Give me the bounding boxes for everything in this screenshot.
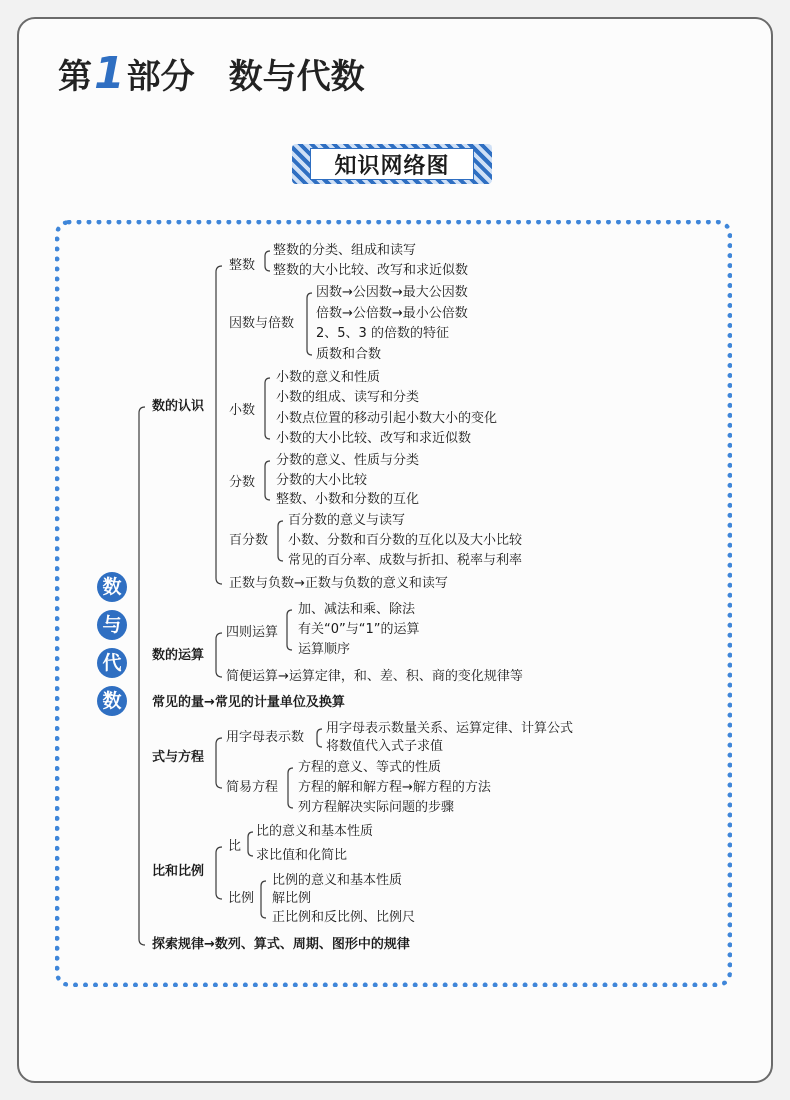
leaf-item: 用字母表示数量关系、运算定律、计算公式 xyxy=(326,721,574,736)
root-char-4: 数 xyxy=(97,686,127,716)
branch-renshi: 数的认识 xyxy=(152,399,205,414)
leaf-item: 小数、分数和百分数的互化以及大小比较 xyxy=(288,533,523,548)
leaf-item: 小数的组成、读写和分类 xyxy=(276,390,420,405)
yinshu-bracket xyxy=(307,293,312,355)
bi-bracket xyxy=(248,832,253,856)
branch-fangcheng: 式与方程 xyxy=(152,750,205,765)
leaf-item: 质数和合数 xyxy=(316,347,382,362)
part-title: 数与代数 xyxy=(228,57,365,97)
leaf-item: 倍数→公倍数→最小公倍数 xyxy=(316,306,468,321)
leaf-item: 运算顺序 xyxy=(298,642,351,657)
yunsuan-bracket xyxy=(216,633,222,677)
zimu-bracket xyxy=(317,729,322,747)
branch-bili: 比和比例 xyxy=(152,864,205,879)
root-char-1: 数 xyxy=(97,572,127,602)
root-char-3: 代 xyxy=(97,648,127,678)
leaf-item: 整数、小数和分数的互化 xyxy=(276,492,420,507)
branch-yunsuan: 数的运算 xyxy=(152,648,205,663)
root-bracket xyxy=(139,407,145,945)
leaf-item: 分数的大小比较 xyxy=(276,473,368,488)
node-fenshu: 分数 xyxy=(229,475,256,490)
renshi-bracket xyxy=(216,266,222,584)
sizhe-bracket xyxy=(287,610,292,650)
leaf-item: 正比例和反比例、比例尺 xyxy=(272,910,416,925)
node-biliSub: 比例 xyxy=(228,891,255,906)
leaf-item: 2、5、3 的倍数的特征 xyxy=(316,326,449,341)
node-jianbian: 简便运算→运算定律，和、差、积、商的变化规律等 xyxy=(226,669,523,684)
bili-bracket xyxy=(216,847,222,899)
branch-liang: 常见的量→常见的计量单位及换算 xyxy=(152,695,345,710)
leaf-item: 分数的意义、性质与分类 xyxy=(276,453,420,468)
leaf-item: 比例的意义和基本性质 xyxy=(272,873,403,888)
leaf-item: 方程的意义、等式的性质 xyxy=(298,760,442,775)
leaf-item: 有关“0”与“1”的运算 xyxy=(298,622,420,637)
leaf-item: 整数的分类、组成和读写 xyxy=(273,243,417,258)
node-bi: 比 xyxy=(228,839,242,854)
leaf-item: 整数的大小比较、改写和求近似数 xyxy=(273,263,469,278)
baifenshu-bracket xyxy=(278,521,283,561)
node-jianyi: 简易方程 xyxy=(226,780,279,795)
leaf-item: 比的意义和基本性质 xyxy=(256,824,374,839)
node-sizhe: 四则运算 xyxy=(226,625,279,640)
leaf-item: 小数的意义和性质 xyxy=(276,370,381,385)
leaf-item: 将数值代入式子求值 xyxy=(326,739,444,754)
leaf-item: 方程的解和解方程→解方程的方法 xyxy=(298,780,491,795)
leaf-item: 百分数的意义与读写 xyxy=(288,513,406,528)
node-zhengshu: 整数 xyxy=(229,258,256,273)
part-suffix: 部分 xyxy=(126,57,195,97)
leaf-item: 求比值和化简比 xyxy=(256,848,348,863)
branch-guilv: 探索规律→数列、算式、周期、图形中的规律 xyxy=(152,937,410,952)
node-xiaoshu: 小数 xyxy=(229,403,256,418)
leaf-item: 列方程解决实际问题的步骤 xyxy=(298,800,455,815)
biliSub-bracket xyxy=(261,881,266,918)
node-zimu: 用字母表示数 xyxy=(226,730,305,745)
node-yinshu: 因数与倍数 xyxy=(229,316,295,331)
jianyi-bracket xyxy=(288,768,293,808)
part-number: 1 xyxy=(94,48,125,99)
node-fushu: 正数与负数→正数与负数的意义和读写 xyxy=(229,576,448,591)
fenshu-bracket xyxy=(265,461,270,500)
leaf-item: 小数的大小比较、改写和求近似数 xyxy=(276,431,472,446)
leaf-item: 常见的百分率、成数与折扣、税率与利率 xyxy=(288,553,523,568)
xiaoshu-bracket xyxy=(265,378,270,439)
node-baifenshu: 百分数 xyxy=(229,533,269,548)
leaf-item: 因数→公因数→最大公因数 xyxy=(316,285,468,300)
zhengshu-bracket xyxy=(265,251,270,271)
part-prefix: 第 xyxy=(58,57,92,97)
banner-label: 知识网络图 xyxy=(310,148,474,180)
leaf-item: 小数点位置的移动引起小数大小的变化 xyxy=(276,411,498,426)
fangcheng-bracket xyxy=(216,738,222,788)
leaf-item: 解比例 xyxy=(272,891,312,906)
root-char-2: 与 xyxy=(97,610,127,640)
leaf-item: 加、减法和乘、除法 xyxy=(298,602,416,617)
